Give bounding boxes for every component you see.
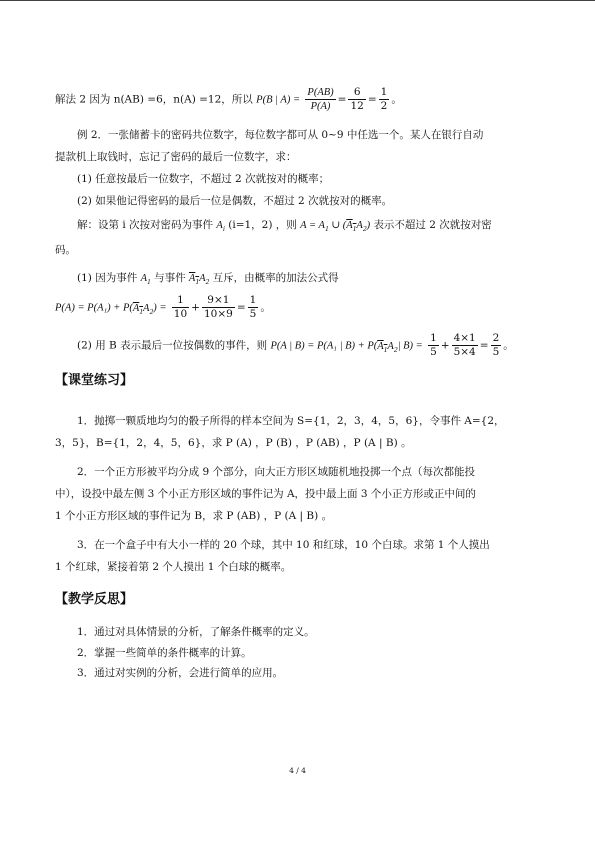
example-2-solution-line-1: 解：设第 i 次按对密码为事件 $A_i$ (i=1，2) ，则 $A = A_1$ ∪ $(A_1A_2)$ 表示不超过 2 次就按对密 (77, 219, 492, 234)
part-2-line: (2) 用 B 表示最后一位按偶数的事件，则 P(A | B) = P(A₁ | $B) + P(A_1A_2|$ B) = $\frac{1}{5}$ + $\frac{4\times 1}{5\times 4}$ = $\frac{2}{5}$ 。 (77, 332, 514, 358)
fraction-1-5: $\frac{1}{5}$ (249, 294, 257, 320)
fraction-2-5: $\frac{2}{5}$ (492, 332, 500, 358)
reflection-heading: 【教学反思】 (55, 592, 134, 607)
example-2-question-2: (2) 如果他记得密码的最后一位是偶数，不超过 2 次就按对的概率。 (77, 195, 393, 207)
reflection-item-2: 2．掌握一些简单的条件概率的计算。 (77, 647, 252, 659)
top-rule (0, 0, 595, 1)
solution-2-text: 解法 2 因为 n(AB) =6，n(A) =12，所以 (55, 93, 253, 106)
practice-2-line-3: 1 个小正方形区域的事件记为 B，求 P (AB) ，P (A | B) 。 (55, 510, 333, 522)
example-2-question-1: (1) 任意按最后一位数字，不超过 2 次就按对的概率； (77, 173, 330, 185)
practice-2-line-2: 中），设投中最左侧 3 个小正方形区域的事件记为 A，投中最上面 3 个小正方形或正中间的 (55, 488, 476, 500)
fraction-1-2: $\frac{1}{2}$ (380, 86, 388, 112)
fraction-4x1-5x4: $\frac{4\times 1}{5\times 4}$ (453, 332, 476, 358)
reflection-item-1: 1．通过对具体情景的分析，了解条件概率的定义。 (77, 626, 315, 638)
page-number: 4 / 4 (289, 766, 306, 775)
practice-2-line-1: 2．一个正方形被平均分成 9 个部分，向大正方形区域随机地投掷一个点（每次都能投 (77, 466, 476, 478)
example-2-line-2: 提款机上取钱时，忘记了密码的最后一位数字，求： (55, 151, 297, 163)
fraction-6-12: $\frac{6}{12}$ (350, 86, 364, 112)
fraction-1-5-b: $\frac{1}{5}$ (430, 332, 437, 358)
reflection-item-3: 3．通过对实例的分析，会进行简单的应用。 (77, 667, 284, 679)
fraction-9x1-10x9: $\frac{9\times 1}{10\times 9}$ (203, 294, 233, 320)
solution-2-line: 解法 2 因为 n(AB) =6，n(A) =12，所以 P(B | A) = $\frac{P(AB)}{P(A)}$ = $\frac{6}{12}$ = $\frac{1}{2}$ 。 (55, 86, 402, 112)
part-1-equation: $P(A) = P(A_1) + P(A_1A_2)$ = $\frac{1}{10}$ + $\frac{9\times 1}{10\times 9}$ = $\frac{1}{5}$ 。 (55, 294, 271, 320)
part-1-statement: (1) 因为事件 $A_1$ 与事件 $A_1A_2$ 互斥，由概率的加法公式得 (77, 272, 339, 287)
example-2-solution-line-2: 码。 (55, 244, 76, 256)
fraction-1-10: $\frac{1}{10}$ (173, 294, 188, 320)
solution-2-lhs: P(B | A) = (256, 94, 301, 106)
practice-1-line-1: 1．抛掷一颗质地均匀的骰子所得的样本空间为 S={1，2，3，4，5，6}，令事件 A={2， (77, 415, 505, 427)
practice-3-line-2: 1 个红球，紧接着第 2 个人摸出 1 个白球的概率。 (55, 561, 292, 573)
practice-heading: 【课堂练习】 (55, 373, 134, 388)
fraction-p-ab-over-p-a: $\frac{P(AB)}{P(A)}$ (307, 87, 334, 112)
example-2-line-1: 例 2．一张储蓄卡的密码共位数字，每位数字都可从 0~9 中任选一个。某人在银行自动 (77, 129, 484, 141)
practice-3-line-1: 3．在一个盒子中有大小一样的 20 个球，其中 10 和红球，10 个白球。求第 1 个人摸出 (77, 539, 490, 551)
practice-1-line-2: 3，5}，B={1，2，4，5，6}，求 P (A) ，P (B) ，P (AB) ，P (A | B) 。 (55, 437, 412, 449)
